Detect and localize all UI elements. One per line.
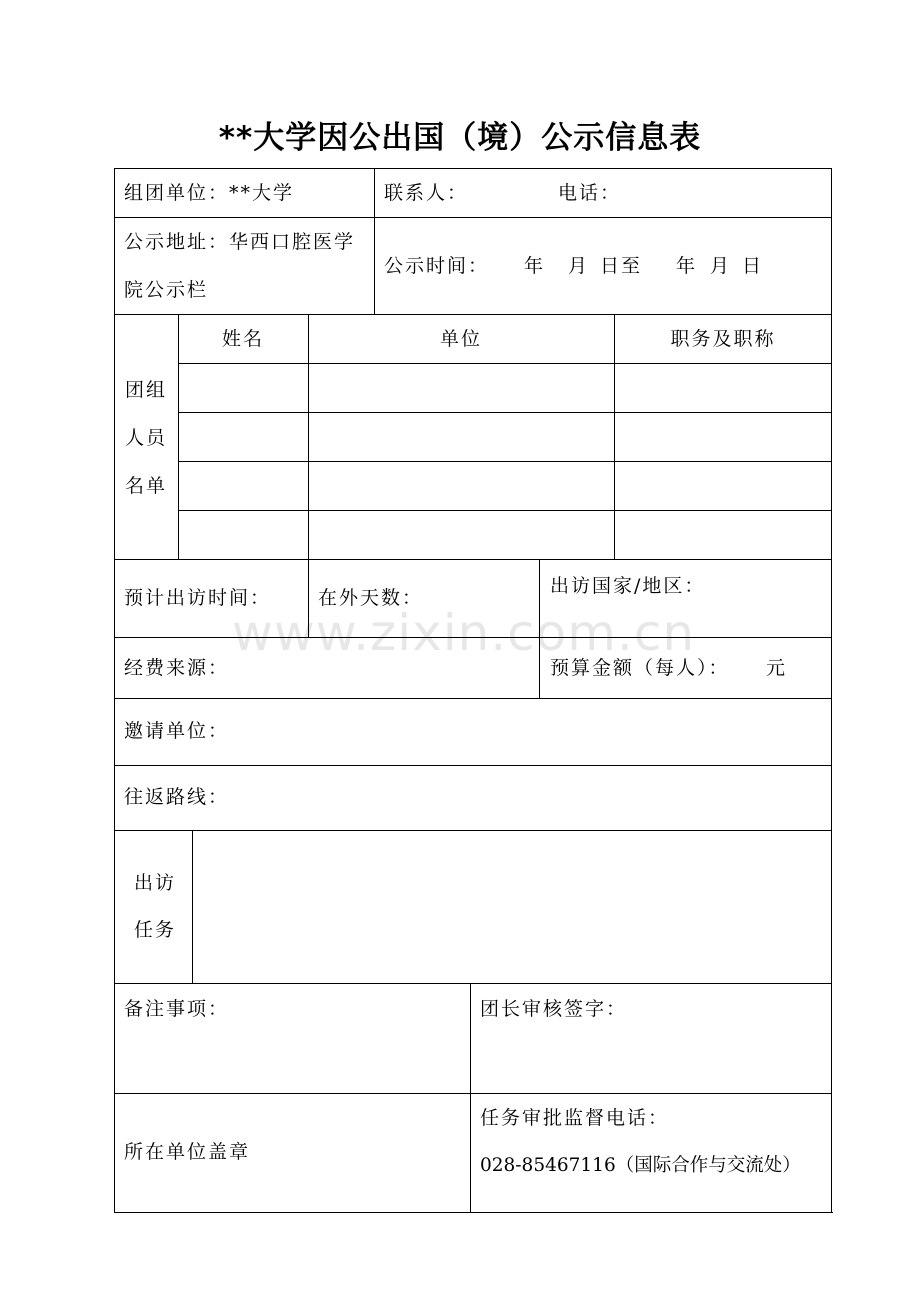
date-year-1: 年	[524, 255, 546, 277]
row-divider	[114, 637, 832, 638]
table-border-right	[831, 168, 832, 1213]
row-divider	[178, 461, 832, 462]
col-divider	[374, 168, 375, 315]
publicity-time-label: 公示时间：	[384, 255, 490, 277]
route-label: 往返路线：	[124, 786, 230, 808]
table-border-left	[114, 168, 115, 1213]
contact-label: 联系人：	[384, 182, 469, 204]
funding-source-label: 经费来源：	[124, 657, 230, 679]
seal-label: 所在单位盖章	[124, 1141, 251, 1163]
leader-sign-label: 团长审核签字：	[480, 998, 628, 1020]
col-divider	[470, 983, 471, 1213]
date-day-2: 日	[742, 255, 764, 277]
budget-unit: 元	[766, 657, 788, 679]
watermark: www.zixin.com.cn	[232, 604, 696, 662]
date-year-2: 年	[676, 255, 698, 277]
column-header-unit: 单位	[439, 328, 482, 350]
days-abroad-label: 在外天数：	[318, 587, 424, 609]
supervision-phone-label: 任务审批监督电话：	[480, 1107, 670, 1129]
row-divider	[114, 217, 832, 218]
remarks-label: 备注事项：	[124, 998, 230, 1020]
page-title: **大学因公出国（境）公示信息表	[218, 120, 702, 156]
row-divider	[114, 698, 832, 699]
row-divider	[178, 363, 832, 364]
column-header-title: 职务及职称	[670, 328, 776, 350]
member-list-label-1: 团组	[125, 379, 168, 401]
date-day-to: 日至	[600, 255, 643, 277]
address-line-1: 公示地址：华西口腔医学	[124, 231, 356, 253]
inviting-unit-label: 邀请单位：	[124, 720, 230, 742]
visit-time-label: 预计出访时间：	[124, 587, 272, 609]
col-divider	[539, 559, 540, 699]
row-divider	[114, 830, 832, 831]
date-month-1: 月	[568, 255, 590, 277]
row-divider	[114, 314, 832, 315]
row-divider	[114, 765, 832, 766]
col-divider	[178, 314, 179, 560]
table-border-top	[114, 168, 832, 169]
row-divider	[114, 983, 832, 984]
col-divider	[192, 830, 193, 984]
countries-label: 出访国家/地区：	[550, 575, 706, 597]
task-label-1: 出访	[134, 872, 177, 894]
budget-label: 预算金额（每人）：	[550, 657, 730, 679]
member-list-label-2: 人员	[125, 427, 168, 449]
member-list-label-3: 名单	[125, 475, 168, 497]
task-label-2: 任务	[134, 919, 177, 941]
col-divider	[614, 314, 615, 560]
org-unit-label: 组团单位：**大学	[124, 182, 295, 204]
date-month-2: 月	[710, 255, 732, 277]
supervision-phone-number: 028-85467116（国际合作与交流处）	[480, 1155, 801, 1176]
row-divider	[114, 1093, 832, 1094]
address-line-2: 院公示栏	[124, 279, 209, 301]
column-header-name: 姓名	[221, 328, 264, 350]
row-divider	[178, 510, 832, 511]
phone-label: 电话：	[558, 182, 622, 204]
table-border-bottom	[114, 1212, 833, 1213]
col-divider	[308, 314, 309, 638]
row-divider	[114, 559, 832, 560]
row-divider	[178, 412, 832, 413]
